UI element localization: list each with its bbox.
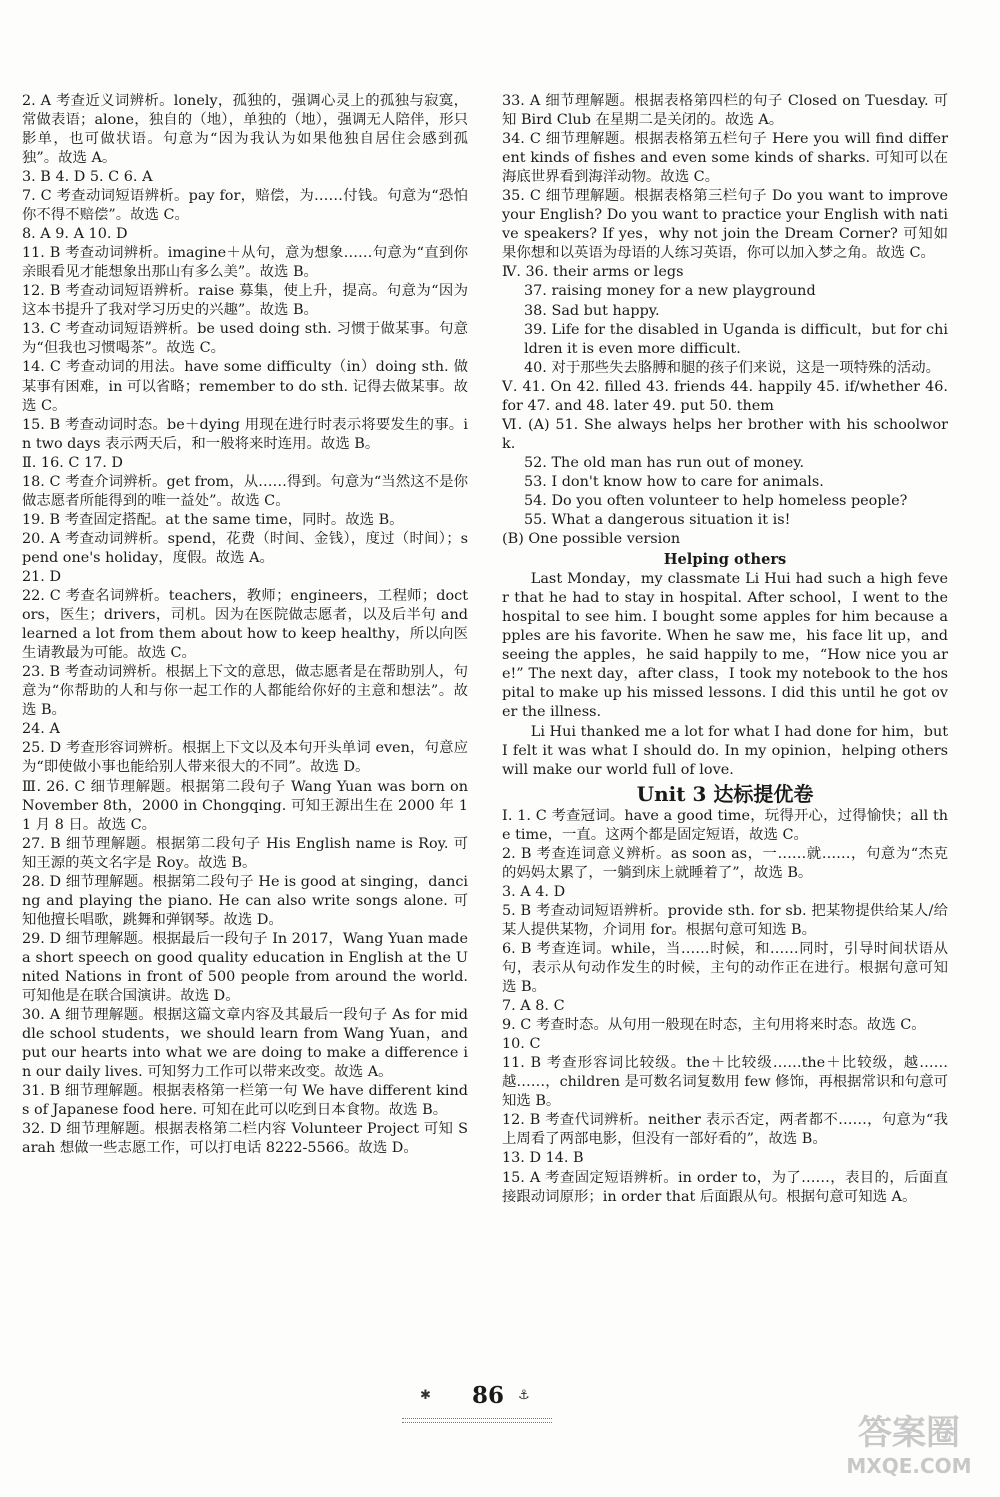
essay-title: Helping others	[663, 551, 787, 569]
answer-item: Ⅴ. 41. On 42. filled 43. friends 44. happily 45. if/whether 46. for 47. and 48. later 49. put 50. them	[502, 378, 948, 414]
left-column	[22, 92, 468, 1158]
answer-item: 9. C 考查时态。从句用一般现在时态，主句用将来时态。故选 C。	[502, 1017, 926, 1034]
answer-item: 25. D 考查形容词辨析。根据上下文以及本句开头单词 even，句意应为“即使做小事也能给别人带来很大的不同”。故选 D。	[22, 740, 468, 776]
answer-item: 11. B 考查动词辨析。imagine＋从句，意为想象……句意为“直到你亲眼看见才能想象出那山有多么美”。故选 B。	[22, 245, 468, 281]
answer-item: 27. B 细节理解题。根据第二段句子 His English name is Roy. 可知王源的英文名字是 Roy。故选 B。	[22, 835, 468, 871]
ornament-icon: ✱	[420, 1388, 431, 1403]
answer-item: (B) One possible version	[502, 531, 681, 548]
watermark-logo: 答案圈	[858, 1413, 960, 1453]
answer-item: 3. B 4. D 5. C 6. A	[22, 169, 153, 185]
answer-item: 34. C 细节理解题。根据表格第五栏句子 Here you will find different kinds of fishes and even some kinds of sharks. 可知可以在海底世界看到海洋动物。故选 C。	[502, 131, 948, 186]
answer-item: 29. D 细节理解题。根据最后一段句子 In 2017，Wang Yuan made a short speech on good quality education in English at the United Nations in front of 500 people from around the world. 可知他是在联合国演讲。故选 D。	[22, 930, 468, 1005]
answer-item: 5. B 考查动词短语辨析。provide sth. for sb. 把某物提供给某人/给某人提供某物，介词用 for。根据句意可知选 B。	[502, 902, 948, 938]
ornament-icon: ⚓	[518, 1388, 530, 1403]
answer-item: Ⅵ. (A) 51. She always helps her brother with his schoolwork.	[502, 416, 948, 452]
answer-item: Ⅳ. 36. their arms or legs	[502, 264, 684, 281]
answer-item: 52. The old man has run out of money.	[524, 454, 805, 471]
ornament-divider	[402, 1418, 552, 1423]
answer-item: Ⅲ. 26. C 细节理解题。根据第二段句子 Wang Yuan was born on November 8th，2000 in Chongqing. 可知王源出生在 2000 年 11 月 8 日。故选 C。	[22, 778, 468, 833]
essay-paragraph: Li Hui thanked me a lot for what I had done for him，but I felt it was what I should do. In my opinion，helping others will make our world full of love.	[502, 723, 948, 778]
answer-item: 24. A	[22, 721, 60, 738]
watermark-url: MXQE.COM	[846, 1454, 972, 1478]
answer-item: 31. B 细节理解题。根据表格第一栏第一句 We have different kinds of Japanese food here. 可知在此可以吃到日本食物。故选 B。	[22, 1083, 468, 1119]
answer-item: 28. D 细节理解题。根据第二段句子 He is good at singing，dancing and playing the piano. He can also write songs alone. 可知他擅长唱歌，跳舞和弹钢琴。故选 D。	[22, 873, 468, 928]
answer-item: 22. C 考查名词辨析。teachers，教师；engineers，工程师；doctors，医生；drivers，司机。因为在医院做志愿者，以及后半句 and learned a lot from them about how to keep healthy，所以向医生请教最为可能。故选 C。	[22, 588, 468, 662]
answer-item: 21. D	[22, 568, 61, 585]
page-number: 86	[471, 1382, 504, 1409]
essay-paragraph: Last Monday，my classmate Li Hui had such a high fever that he had to stay in hospital. After school，I went to the hospital to see him. I bought some apples for him because apples are his favorite. When he saw me，his face lit up，and seeing the apples，he said happily to me，“How nice you are!” The next day，after class，I took my notebook to the hospital to make up his missed lessons. I did this until he got over the illness.	[502, 571, 948, 721]
answer-item: 18. C 考查介词辨析。get from，从……得到。句意为“当然这不是你做志愿者所能得到的唯一益处”。故选 C。	[22, 473, 468, 509]
answer-item: 12. B 考查动词短语辨析。raise 募集，使上升，提高。句意为“因为这本书提升了我对学习历史的兴趣”。故选 B。	[22, 283, 468, 319]
answer-item: Ⅱ. 16. C 17. D	[22, 454, 123, 471]
answer-item: 20. A 考查动词辨析。spend，花费（时间、金钱），度过（时间）；spend one's holiday，度假。故选 A。	[22, 530, 468, 566]
answer-item: 7. A 8. C	[502, 998, 565, 1015]
answer-item: 32. D 细节理解题。根据表格第二栏内容 Volunteer Project 可知 Sarah 想做一些志愿工作，可以打电话 8222-5566。故选 D。	[22, 1121, 468, 1157]
watermark	[834, 1412, 984, 1478]
answer-item: 39. Life for the disabled in Uganda is difficult，but for children it is even more difficult.	[524, 321, 948, 357]
answer-item: 33. A 细节理解题。根据表格第四栏的句子 Closed on Tuesday. 可知 Bird Club 在星期二是关闭的。故选 A。	[502, 93, 948, 129]
answer-item: 35. C 细节理解题。根据表格第三栏句子 Do you want to improve your English? Do you want to practice your English with native speakers? If yes，why not join the Dream Corner? 可知如果你想和以英语为母语的人练习英语，你可以加入梦之角。故选 C。	[502, 188, 948, 262]
answer-item: 15. A 考查固定短语辨析。in order to，为了……，表目的，后面直接跟动词原形；in order that 后面跟从句。根据句意可知选 A。	[502, 1169, 948, 1205]
answer-item: 54. Do you often volunteer to help homeless people?	[524, 492, 908, 509]
answer-item: 7. C 考查动词短语辨析。pay for，赔偿，为……付钱。句意为“恐怕你不得不赔偿”。故选 C。	[22, 188, 468, 224]
answer-item: 8. A 9. A 10. D	[22, 226, 128, 243]
answer-item: 13. D 14. B	[502, 1150, 584, 1167]
unit-title: Unit 3 达标提优卷	[636, 781, 814, 806]
answer-item: 11. B 考查形容词比较级。the＋比较级……the＋比较级，越……越……，children 是可数名词复数用 few 修饰，再根据常识和句意可知选 B。	[502, 1055, 948, 1110]
answer-item: 55. What a dangerous situation it is!	[524, 512, 791, 529]
answer-item: 40. 对于那些失去胳膊和腿的孩子们来说，这是一项特殊的活动。	[524, 359, 941, 376]
answer-item: 38. Sad but happy.	[524, 302, 660, 319]
answer-item: 37. raising money for a new playground	[524, 283, 816, 300]
answer-item: 2. B 考查连词意义辨析。as soon as，一……就……，句意为“杰克的妈妈太累了，一躺到床上就睡着了”，故选 B。	[502, 845, 948, 881]
answer-item: 15. B 考查动词时态。be＋dying 用现在进行时表示将要发生的事。in two days 表示两天后，和一般将来时连用。故选 B。	[22, 416, 468, 452]
answer-item: 30. A 细节理解题。根据这篇文章内容及其最后一段句子 As for middle school students，we should learn from Wang Yuan，and put our hearts into what we are doing to make a difference in our daily lives. 可知努力工作可以带来改变。故选 A。	[22, 1007, 468, 1081]
answer-item: 13. C 考查动词短语辨析。be used doing sth. 习惯于做某事。句意为“但我也习惯喝茶”。故选 C。	[22, 321, 468, 357]
answer-item: 53. I don't know how to care for animals.	[524, 473, 824, 490]
answer-item: 23. B 考查动词辨析。根据上下文的意思，做志愿者是在帮助别人，句意为“你帮助的人和与你一起工作的人都能给你好的主意和想法”。故选 B。	[22, 664, 468, 719]
answer-item: 12. B 考查代词辨析。neither 表示否定，两者都不……，句意为“我上周看了两部电影，但没有一部好看的”，故选 B。	[502, 1112, 948, 1148]
answer-item: 10. C	[502, 1036, 541, 1053]
answer-item: 19. B 考查固定搭配。at the same time，同时。故选 B。	[22, 511, 404, 528]
answer-item: Ⅰ. 1. C 考查冠词。have a good time，玩得开心，过得愉快；all the time，一直。这两个都是固定短语，故选 C。	[502, 807, 948, 843]
right-column	[502, 92, 948, 1207]
answer-item: 14. C 考查动词的用法。have some difficulty（in）doing sth. 做某事有困难，in 可以省略；remember to do sth. 记得去做某事。故选 C。	[22, 359, 468, 414]
answer-item: 2. A 考查近义词辨析。lonely，孤独的，强调心灵上的孤独与寂寞，常做表语；alone，独自的（地），单独的（地），强调无人陪伴，形只影单，也可做状语。句意为“因为我认为如果他独自居住会感到孤独”。故选 A。	[22, 93, 468, 167]
answer-item: 6. B 考查连词。while，当……时候，和……同时，引导时间状语从句，表示从句动作发生的时候，主句的动作正在进行。根据句意可知选 B。	[502, 940, 948, 996]
answer-item: 3. A 4. D	[502, 883, 566, 900]
